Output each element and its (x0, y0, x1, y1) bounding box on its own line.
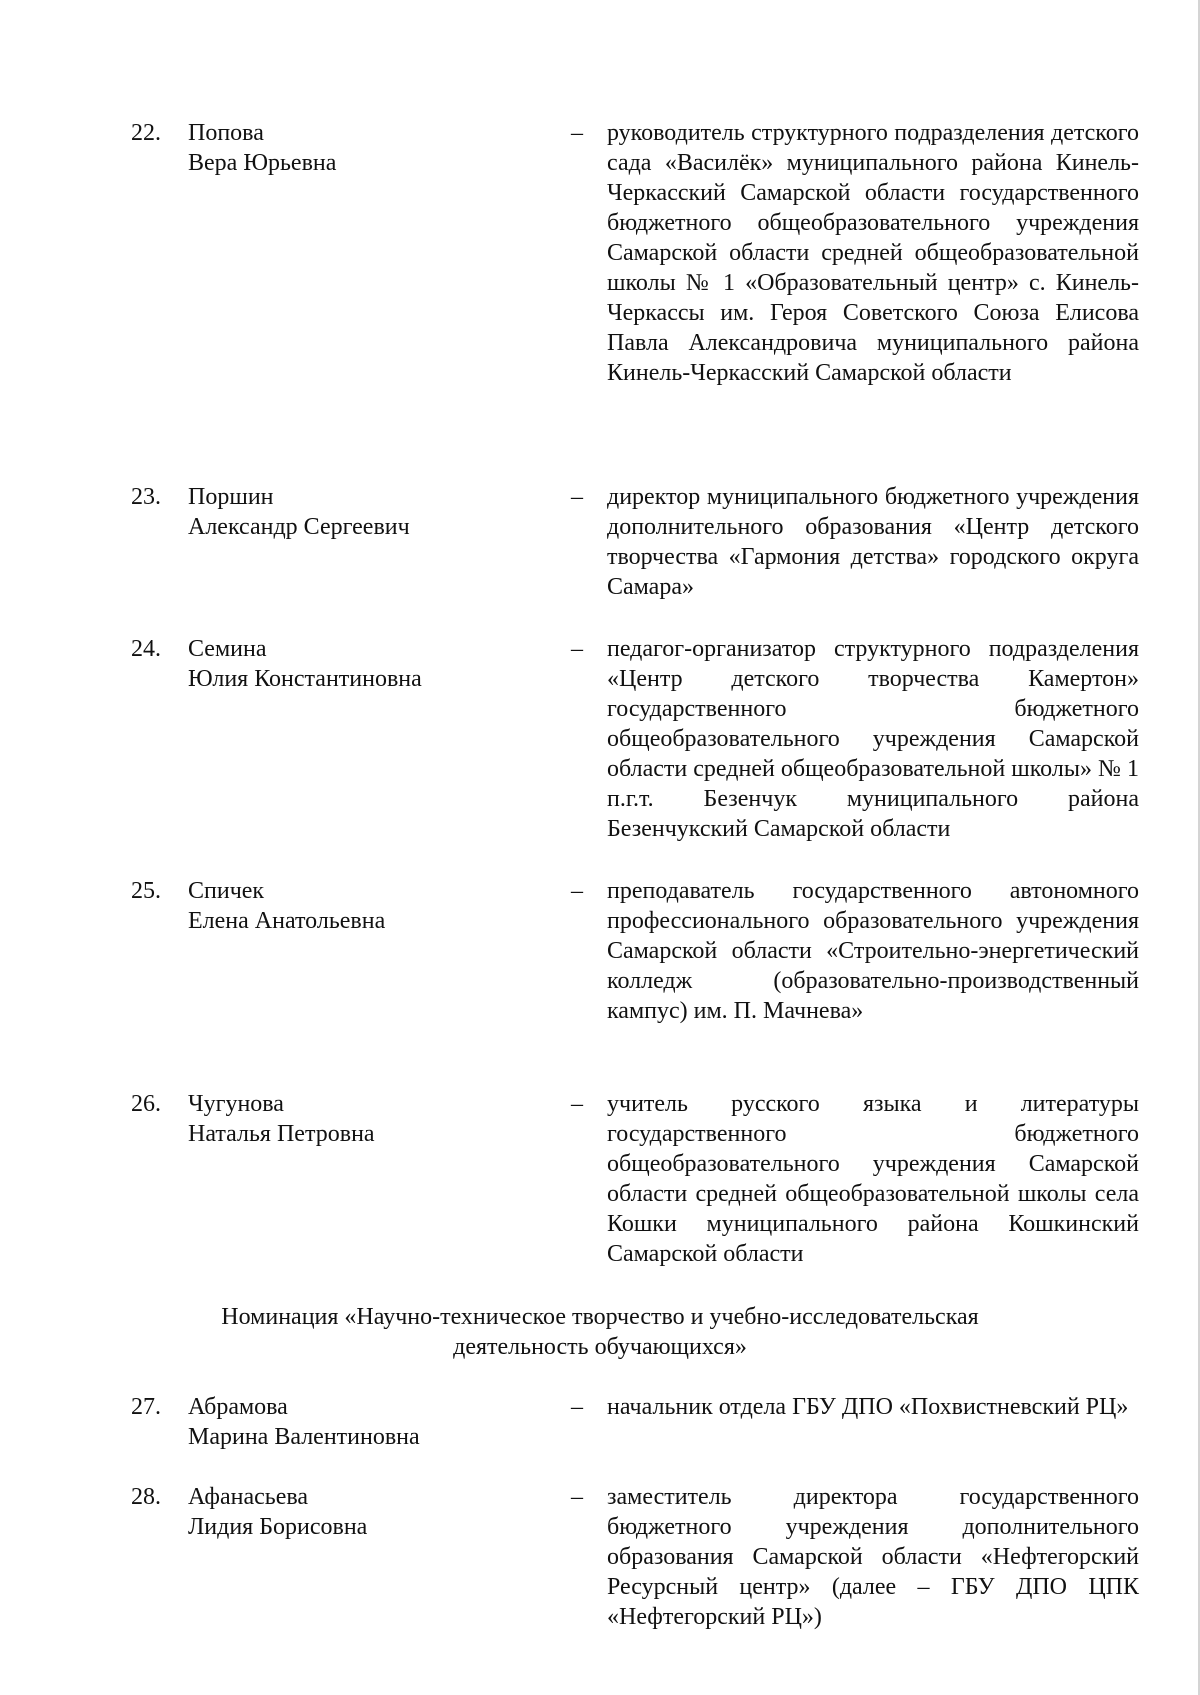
position-description: педагог-организатор структурного подразделения «Центр детского творчества Камертон» государственного бюджетного общеобразовательного учреждения Самарской области средней общеобразовательной школы» № 1 п.г.т. Безенчук муниципального района Безенчукский Самарской области (607, 636, 1139, 842)
dash-separator: – (571, 484, 583, 510)
person-name (188, 482, 548, 542)
person-given-names: Лидия Борисовна (188, 1514, 368, 1540)
person-given-names: Александр Сергеевич (188, 514, 410, 540)
person-surname: Попова (188, 120, 264, 146)
position-description: руководитель структурного подразделения детского сада «Василёк» муниципального района Кинель-Черкасский Самарской области государственного бюджетного общеобразовательного учреждения Самарской области средней общеобразовательной школы № 1 «Образовательный центр» с. Кинель-Черкассы им. Героя Советского Союза Елисова Павла Александровича муниципального района Кинель-Черкасский Самарской области (607, 120, 1139, 386)
dash-separator: – (571, 636, 583, 662)
position-description: преподаватель государственного автономного профессионального образовательного учреждения Самарской области «Строительно-энергетический колледж (образовательно-производственный кампус) им. П. Мачнева» (607, 878, 1139, 1024)
position-description: директор муниципального бюджетного учреждения дополнительного образования «Центр детского творчества «Гармония детства» городского округа Самара» (607, 484, 1139, 600)
entry-number: 24. (131, 636, 161, 662)
person-surname: Семина (188, 636, 267, 662)
entry-number: 22. (131, 120, 161, 146)
person-name (188, 1392, 548, 1452)
nomination-heading (150, 1302, 1050, 1362)
person-given-names: Марина Валентиновна (188, 1424, 420, 1450)
entry-number: 28. (131, 1484, 161, 1510)
entry-number: 25. (131, 878, 161, 904)
dash-separator: – (571, 1394, 583, 1420)
person-given-names: Вера Юрьевна (188, 150, 337, 176)
person-given-names: Наталья Петровна (188, 1121, 375, 1147)
person-name (188, 1089, 548, 1149)
nomination-heading-line: Номинация «Научно-техническое творчество и учебно-исследовательская (221, 1304, 979, 1330)
position-description: начальник отдела ГБУ ДПО «Похвистневский РЦ» (607, 1394, 1129, 1420)
person-surname: Чугунова (188, 1091, 284, 1117)
person-surname: Абрамова (188, 1394, 288, 1420)
dash-separator: – (571, 1091, 583, 1117)
person-given-names: Елена Анатольевна (188, 908, 386, 934)
entry-number: 27. (131, 1394, 161, 1420)
nomination-heading-line: деятельность обучающихся» (453, 1334, 747, 1360)
person-name (188, 118, 548, 178)
person-surname: Спичек (188, 878, 265, 904)
dash-separator: – (571, 1484, 583, 1510)
position-description: учитель русского языка и литературы государственного бюджетного общеобразовательного учреждения Самарской области средней общеобразовательной школы села Кошки муниципального района Кошкинский Самарской области (607, 1091, 1139, 1267)
dash-separator: – (571, 120, 583, 146)
dash-separator: – (571, 878, 583, 904)
position-description: заместитель директора государственного бюджетного учреждения дополнительного образования Самарской области «Нефтегорский Ресурсный центр» (далее – ГБУ ДПО ЦПК «Нефтегорский РЦ») (607, 1484, 1139, 1630)
person-surname: Афанасьева (188, 1484, 309, 1510)
entry-number: 26. (131, 1091, 161, 1117)
person-name (188, 1482, 548, 1542)
person-given-names: Юлия Константиновна (188, 666, 422, 692)
person-name (188, 876, 548, 936)
person-surname: Поршин (188, 484, 274, 510)
entry-number: 23. (131, 484, 161, 510)
person-name (188, 634, 548, 694)
